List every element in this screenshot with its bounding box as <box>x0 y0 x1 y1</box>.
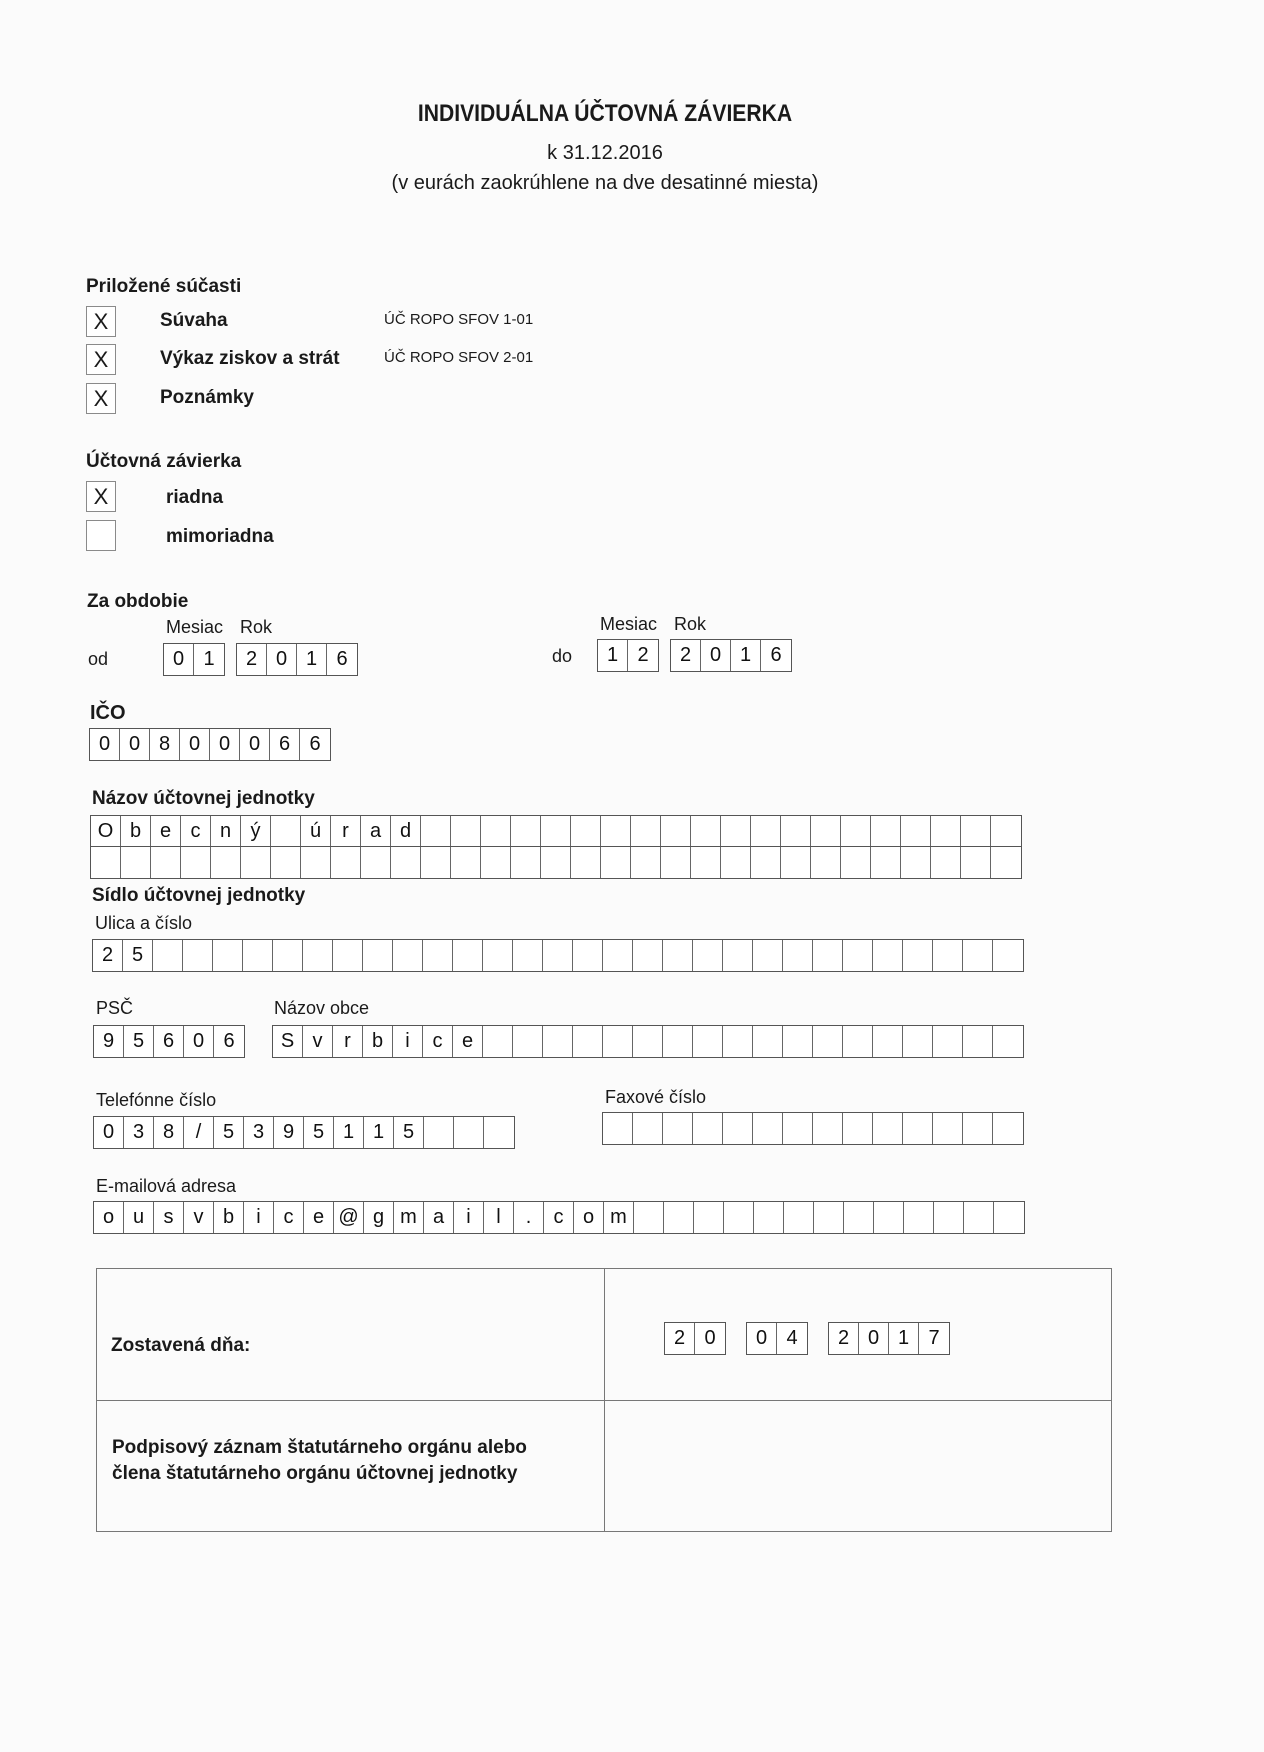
cell <box>601 816 631 847</box>
cell <box>363 940 393 971</box>
cell: 6 <box>336 648 348 670</box>
cell: 8 <box>154 1117 184 1148</box>
town-cells[interactable] <box>272 1025 1024 1058</box>
cell <box>844 1202 874 1233</box>
cell: r <box>333 1026 363 1057</box>
cell <box>811 847 841 878</box>
phone-label: Telefónne číslo <box>96 1090 217 1110</box>
label-extraordinary: mimoriadna <box>166 526 274 547</box>
cell <box>871 847 901 878</box>
cell <box>933 1113 963 1144</box>
cell <box>243 940 273 971</box>
cell: 0 <box>184 1026 214 1057</box>
street-label: Ulica a číslo <box>95 913 193 933</box>
cell <box>511 847 541 878</box>
cell: 2 <box>637 644 649 666</box>
cell <box>603 1026 633 1057</box>
cell: S <box>273 1026 303 1057</box>
cell <box>963 1026 993 1057</box>
label-profit-loss: Výkaz ziskov a strát <box>160 348 340 369</box>
cell <box>934 1202 964 1233</box>
cell <box>993 1026 1023 1057</box>
cell: 0 <box>267 644 297 675</box>
cell: r <box>331 816 361 847</box>
cell <box>964 1202 994 1233</box>
label-regular: riadna <box>166 487 224 508</box>
cell: c <box>423 1026 453 1057</box>
compiled-month-cells[interactable] <box>746 1322 808 1355</box>
cell: 4 <box>786 1327 798 1349</box>
cell: 1 <box>297 644 327 675</box>
cell <box>661 847 691 878</box>
cell: 5 <box>304 1117 334 1148</box>
cell: c <box>544 1202 574 1233</box>
cell: 1 <box>889 1323 919 1354</box>
cell: 8 <box>150 729 180 760</box>
cell <box>483 940 513 971</box>
cell: 2 <box>829 1323 859 1354</box>
document-title: INDIVIDUÁLNA ÚČTOVNÁ ZÁVIERKA <box>417 100 793 127</box>
cell <box>751 816 781 847</box>
label-notes: Poznámky <box>160 387 254 408</box>
cell <box>961 847 991 878</box>
cell <box>754 1202 784 1233</box>
document-date: k 31.12.2016 <box>547 142 663 164</box>
cell <box>331 847 361 878</box>
cell <box>421 847 451 878</box>
cell <box>301 847 331 878</box>
cell: @ <box>334 1202 364 1233</box>
to-year-label: Rok <box>674 614 707 634</box>
signature-label-line-2: člena štatutárneho orgánu účtovnej jednotky <box>112 1463 518 1484</box>
cell <box>781 816 811 847</box>
cell <box>484 1117 514 1148</box>
cell: o <box>94 1202 124 1233</box>
cell <box>811 816 841 847</box>
psc-cells[interactable] <box>93 1025 245 1058</box>
cell <box>511 816 541 847</box>
cell: 2 <box>237 644 267 675</box>
period-heading: Za obdobie <box>87 591 189 612</box>
cell <box>933 1026 963 1057</box>
cell: 0 <box>747 1323 777 1354</box>
cell <box>241 847 271 878</box>
cell <box>991 816 1021 847</box>
cell <box>723 1026 753 1057</box>
cell: 3 <box>124 1117 154 1148</box>
cell <box>271 847 301 878</box>
email-cells[interactable] <box>93 1201 1025 1234</box>
cell <box>633 1026 663 1057</box>
cell: n <box>211 816 241 847</box>
cell <box>573 1026 603 1057</box>
cell <box>543 1026 573 1057</box>
cell <box>873 1026 903 1057</box>
cell <box>603 1113 633 1144</box>
compiled-label: Zostavená dňa: <box>111 1335 251 1356</box>
compiled-day-cells[interactable] <box>664 1322 726 1355</box>
cell <box>931 847 961 878</box>
cell <box>994 1202 1024 1233</box>
cell: v <box>303 1026 333 1057</box>
cell: 0 <box>210 729 240 760</box>
cell <box>693 1113 723 1144</box>
to-month-label: Mesiac <box>600 614 658 634</box>
cell <box>753 1113 783 1144</box>
compiled-year-cells[interactable] <box>828 1322 950 1355</box>
label-balance-sheet: Súvaha <box>160 310 228 331</box>
cell: m <box>604 1202 634 1233</box>
code-profit-loss: ÚČ ROPO SFOV 2-01 <box>384 349 534 366</box>
cell <box>183 940 213 971</box>
cell: s <box>154 1202 184 1233</box>
cell: 2 <box>93 940 123 971</box>
to-label: do <box>552 646 573 666</box>
cell: / <box>184 1117 214 1148</box>
cell <box>901 816 931 847</box>
cell: e <box>151 816 181 847</box>
cell: 0 <box>240 729 270 760</box>
cell: 7 <box>928 1327 940 1349</box>
cell <box>783 940 813 971</box>
cell: i <box>454 1202 484 1233</box>
cell <box>721 816 751 847</box>
cell: c <box>274 1202 304 1233</box>
cell <box>751 847 781 878</box>
street-cells[interactable] <box>92 939 1024 972</box>
cell <box>963 1113 993 1144</box>
cell <box>513 940 543 971</box>
cell <box>391 847 421 878</box>
cell: b <box>121 816 151 847</box>
cell <box>481 847 511 878</box>
cell <box>784 1202 814 1233</box>
cell <box>781 847 811 878</box>
cell <box>753 1026 783 1057</box>
cell <box>121 847 151 878</box>
cell <box>424 1117 454 1148</box>
cell: 1 <box>731 640 761 671</box>
checkbox-regular[interactable]: X <box>86 481 116 512</box>
seat-label: Sídlo účtovnej jednotky <box>92 885 306 906</box>
cell <box>903 1113 933 1144</box>
cell <box>843 940 873 971</box>
cell <box>663 1113 693 1144</box>
email-label: E-mailová adresa <box>96 1176 237 1196</box>
to-year-cells[interactable] <box>670 639 792 672</box>
cell <box>601 847 631 878</box>
cell <box>633 940 663 971</box>
name-label: Názov účtovnej jednotky <box>92 788 315 809</box>
cell <box>933 940 963 971</box>
cell <box>904 1202 934 1233</box>
cell <box>723 940 753 971</box>
cell: d <box>391 816 421 847</box>
cell: g <box>364 1202 394 1233</box>
cell <box>543 940 573 971</box>
fax-cells[interactable] <box>602 1112 1024 1145</box>
cell: 0 <box>120 729 150 760</box>
cell: c <box>181 816 211 847</box>
cell <box>634 1202 664 1233</box>
cell <box>213 940 243 971</box>
cell: a <box>424 1202 454 1233</box>
cell <box>691 847 721 878</box>
cell <box>153 940 183 971</box>
cell <box>961 816 991 847</box>
cell <box>451 847 481 878</box>
from-year-cells[interactable] <box>236 643 358 676</box>
cell <box>871 816 901 847</box>
cell: 5 <box>124 1026 154 1057</box>
phone-cells[interactable] <box>93 1116 515 1149</box>
from-year-label: Rok <box>240 617 273 637</box>
cell: 9 <box>94 1026 124 1057</box>
checkbox-profit-loss[interactable]: X <box>86 344 116 375</box>
cell: 0 <box>94 1117 124 1148</box>
cell: 5 <box>123 940 153 971</box>
checkbox-balance-sheet[interactable]: X <box>86 306 116 337</box>
from-month-cells[interactable] <box>163 643 225 676</box>
cell <box>873 940 903 971</box>
cell <box>421 816 451 847</box>
cell: 1 <box>598 640 628 671</box>
cell <box>993 940 1023 971</box>
town-label: Názov obce <box>274 998 370 1018</box>
cell <box>753 940 783 971</box>
cell: i <box>393 1026 423 1057</box>
cell <box>181 847 211 878</box>
cell: 2 <box>665 1323 695 1354</box>
cell <box>211 847 241 878</box>
signature-area[interactable] <box>605 1401 1111 1531</box>
cell <box>633 1113 663 1144</box>
cell: b <box>363 1026 393 1057</box>
cell <box>814 1202 844 1233</box>
cell: 1 <box>364 1117 394 1148</box>
cell <box>901 847 931 878</box>
cell: 6 <box>223 1030 235 1052</box>
cell <box>963 940 993 971</box>
cell <box>783 1113 813 1144</box>
document-note: (v eurách zaokrúhlene na dve desatinné miesta) <box>391 172 819 194</box>
cell: b <box>214 1202 244 1233</box>
cell: ú <box>301 816 331 847</box>
cell: . <box>514 1202 544 1233</box>
cell <box>631 847 661 878</box>
cell <box>783 1026 813 1057</box>
cell <box>333 940 363 971</box>
closing-heading: Účtovná závierka <box>86 451 242 472</box>
from-month-label: Mesiac <box>166 617 224 637</box>
cell <box>841 816 871 847</box>
cell: 0 <box>164 644 194 675</box>
cell <box>481 816 511 847</box>
name-cells-row-2[interactable] <box>90 846 1022 879</box>
cell <box>393 940 423 971</box>
cell <box>541 816 571 847</box>
cell <box>631 816 661 847</box>
cell: 0 <box>859 1323 889 1354</box>
cell: e <box>304 1202 334 1233</box>
cell <box>151 847 181 878</box>
cell: 5 <box>214 1117 244 1148</box>
checkbox-notes[interactable]: X <box>86 383 116 414</box>
cell: 3 <box>244 1117 274 1148</box>
cell <box>603 940 633 971</box>
cell <box>91 847 121 878</box>
cell: 1 <box>334 1117 364 1148</box>
cell: 0 <box>180 729 210 760</box>
cell: u <box>124 1202 154 1233</box>
fax-label: Faxové číslo <box>605 1087 707 1107</box>
cell: o <box>574 1202 604 1233</box>
cell <box>571 847 601 878</box>
cell <box>813 940 843 971</box>
cell: i <box>244 1202 274 1233</box>
cell <box>663 940 693 971</box>
cell <box>931 816 961 847</box>
cell <box>273 940 303 971</box>
cell <box>841 847 871 878</box>
cell: ý <box>241 816 271 847</box>
cell: 6 <box>770 644 782 666</box>
attached-heading: Priložené súčasti <box>86 276 242 297</box>
signature-label-line-1: Podpisový záznam štatutárneho orgánu alebo <box>112 1437 527 1458</box>
cell <box>991 847 1021 878</box>
cell <box>513 1026 543 1057</box>
cell <box>843 1026 873 1057</box>
cell: 5 <box>394 1117 424 1148</box>
from-label: od <box>88 649 109 669</box>
cell <box>843 1113 873 1144</box>
cell: v <box>184 1202 214 1233</box>
cell <box>694 1202 724 1233</box>
cell: 6 <box>309 733 321 755</box>
cell <box>903 940 933 971</box>
cell <box>664 1202 694 1233</box>
cell <box>993 1113 1023 1144</box>
cell: 0 <box>704 1327 716 1349</box>
cell <box>663 1026 693 1057</box>
cell: O <box>91 816 121 847</box>
to-month-cells[interactable] <box>597 639 659 672</box>
cell <box>571 816 601 847</box>
cell <box>873 1113 903 1144</box>
cell <box>271 816 301 847</box>
ico-cells[interactable] <box>89 728 331 761</box>
cell <box>661 816 691 847</box>
cell <box>451 816 481 847</box>
cell: 2 <box>671 640 701 671</box>
name-cells-row-1[interactable] <box>90 815 1022 848</box>
cell <box>541 847 571 878</box>
cell <box>453 940 483 971</box>
cell: a <box>361 816 391 847</box>
cell: 1 <box>203 648 215 670</box>
cell <box>454 1117 484 1148</box>
cell <box>303 940 333 971</box>
cell: e <box>453 1026 483 1057</box>
cell <box>724 1202 754 1233</box>
cell <box>483 1026 513 1057</box>
cell <box>723 1113 753 1144</box>
cell: 6 <box>270 729 300 760</box>
cell <box>874 1202 904 1233</box>
cell <box>903 1026 933 1057</box>
cell: m <box>394 1202 424 1233</box>
cell <box>693 1026 723 1057</box>
ico-label: IČO <box>90 702 126 724</box>
psc-label: PSČ <box>96 998 134 1018</box>
cell <box>813 1026 843 1057</box>
cell <box>693 940 723 971</box>
cell <box>423 940 453 971</box>
cell: 0 <box>701 640 731 671</box>
code-balance-sheet: ÚČ ROPO SFOV 1-01 <box>384 311 534 328</box>
cell <box>813 1113 843 1144</box>
cell <box>721 847 751 878</box>
checkbox-extraordinary[interactable] <box>86 520 116 551</box>
cell: l <box>484 1202 514 1233</box>
cell: 6 <box>154 1026 184 1057</box>
cell: 9 <box>274 1117 304 1148</box>
cell <box>361 847 391 878</box>
cell <box>691 816 721 847</box>
cell: 0 <box>90 729 120 760</box>
cell <box>573 940 603 971</box>
